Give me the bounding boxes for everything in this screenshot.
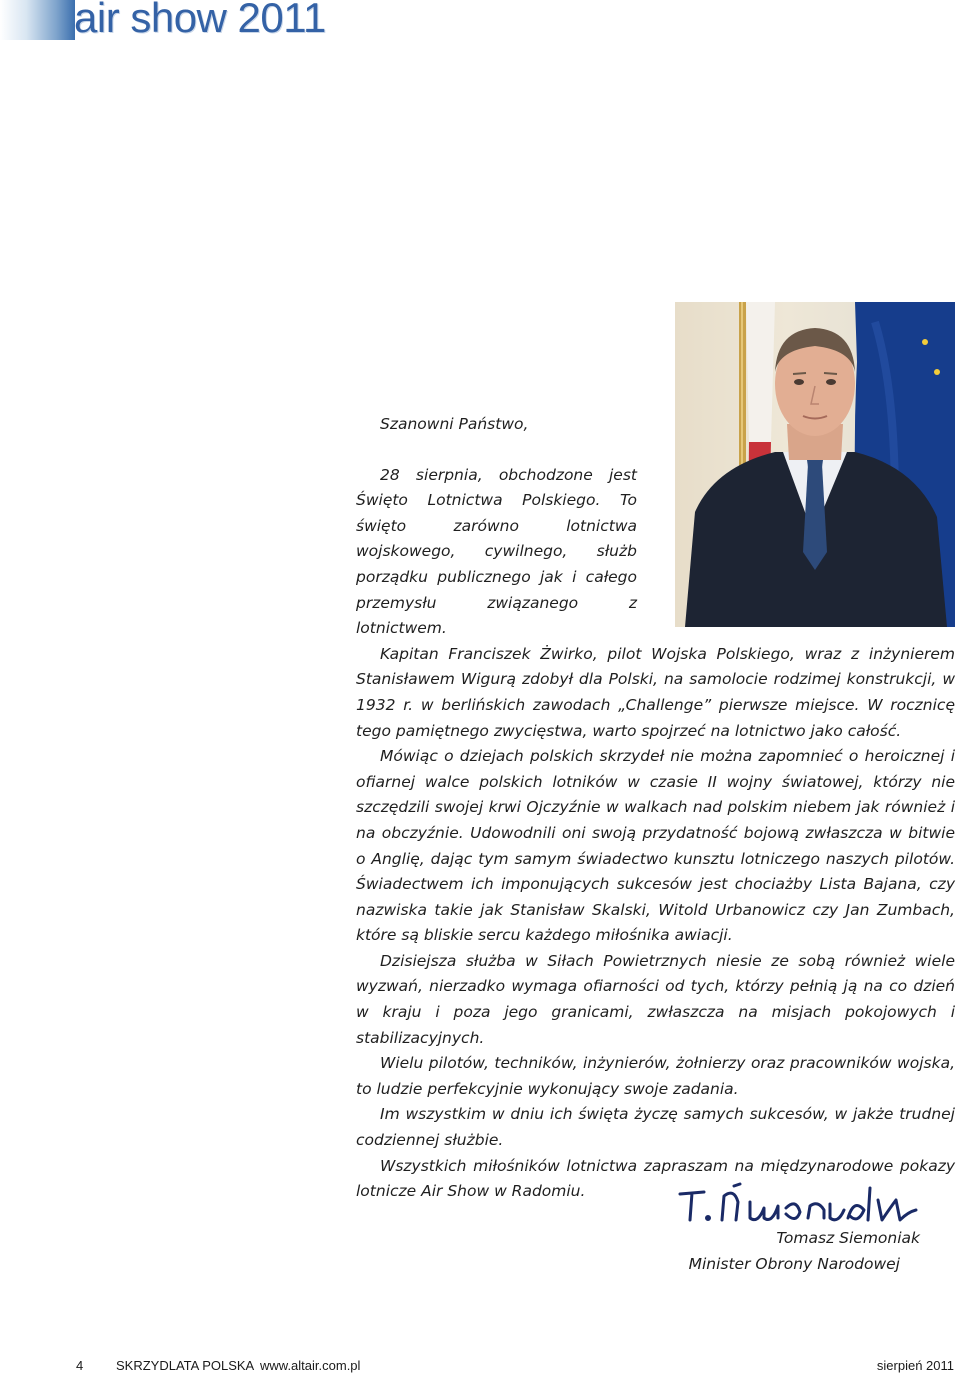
paragraph-2: Kapitan Franciszek Żwirko, pilot Wojska Polskiego, wraz z inżynierem Stanisławem Wigurą zdobył dla Polski, na samolocie rodzimej konstrukcji, w 1932 r. w berlińskich zawodach „Challenge” pierwsze miejsce. W rocznicę tego pamiętnego zwycięstwa, warto spojrzeć na lotnictwo jako całość. <box>356 644 955 740</box>
eu-star <box>922 339 928 345</box>
eu-star <box>934 369 940 375</box>
signatory-name: Tomasz Siemoniak <box>776 1229 920 1247</box>
header-gradient-bar <box>0 0 75 40</box>
page-number: 4 <box>76 1358 84 1373</box>
right-eyebrow <box>824 373 837 374</box>
page-header-title: air show 2011 <box>74 0 326 41</box>
paragraph-6: Im wszystkim w dniu ich święta życzę samych sukcesów, w jakże trudnej codziennej służbie. <box>356 1105 955 1150</box>
right-eye <box>826 379 836 385</box>
left-eye <box>794 379 804 385</box>
issue-date: sierpień 2011 <box>876 1358 954 1373</box>
magazine-name: SKRZYDLATA POLSKA <box>116 1358 255 1373</box>
paragraph-7: Wszystkich miłośników lotnictwa zapraszam na międzynarodowe pokazy lotnicze Air Show w Radomiu. <box>356 1156 955 1201</box>
paragraph-1: 28 sierpnia, obchodzone jest Święto Lotnictwa Polskiego. To święto zarówno lotnictwa wojskowego, cywilnego, służb porządku publicznego jak i całego przemysłu związanego z lotnictwem. <box>356 465 637 638</box>
handwritten-signature <box>678 1180 928 1226</box>
website-link[interactable]: www.altair.com.pl <box>260 1358 361 1373</box>
paragraph-4: Dzisiejsza służba w Siłach Powietrznych niesie ze sobą również wiele wyzwań, nierzadko wymaga ofiarności od tych, którzy pełnią ją na co dzień w kraju i poza jego granicami, zwłaszcza na misjach pokojowych i stabilizacyjnych. <box>356 951 955 1047</box>
signatory-title: Minister Obrony Narodowej <box>688 1255 900 1273</box>
paragraph-3: Mówiąc o dziejach polskich skrzydeł nie można zapomnieć o heroicznej i ofiarnej walce polskich lotników w czasie II wojny światowej, którzy nie szczędzili swojej krwi Ojczyźnie w walkach nad polskim niebem jak również i na obczyźnie. Udowodnili oni swoją przydatność bojową zwłaszcza w bitwie o Anglię, dając tym samym świadectwo kunsztu lotniczego naszych pilotów. Świadectwem ich imponujących sukcesów jest chociażby Lista Bajana, czy nazwiska takie jak Stanisław Skalski, Witold Urbanowicz czy Jan Zumbach, które są bliskie sercu każdego miłośnika awiacji. <box>356 747 955 945</box>
letter-body <box>356 412 955 1205</box>
page-footer <box>0 1358 960 1378</box>
paragraph-5: Wielu pilotów, techników, inżynierów, żołnierzy oraz pracowników wojska, to ludzie perfekcyjnie wykonujący swoje zadania. <box>356 1054 955 1098</box>
left-eyebrow <box>793 373 806 374</box>
salutation: Szanowni Państwo, <box>380 415 529 433</box>
